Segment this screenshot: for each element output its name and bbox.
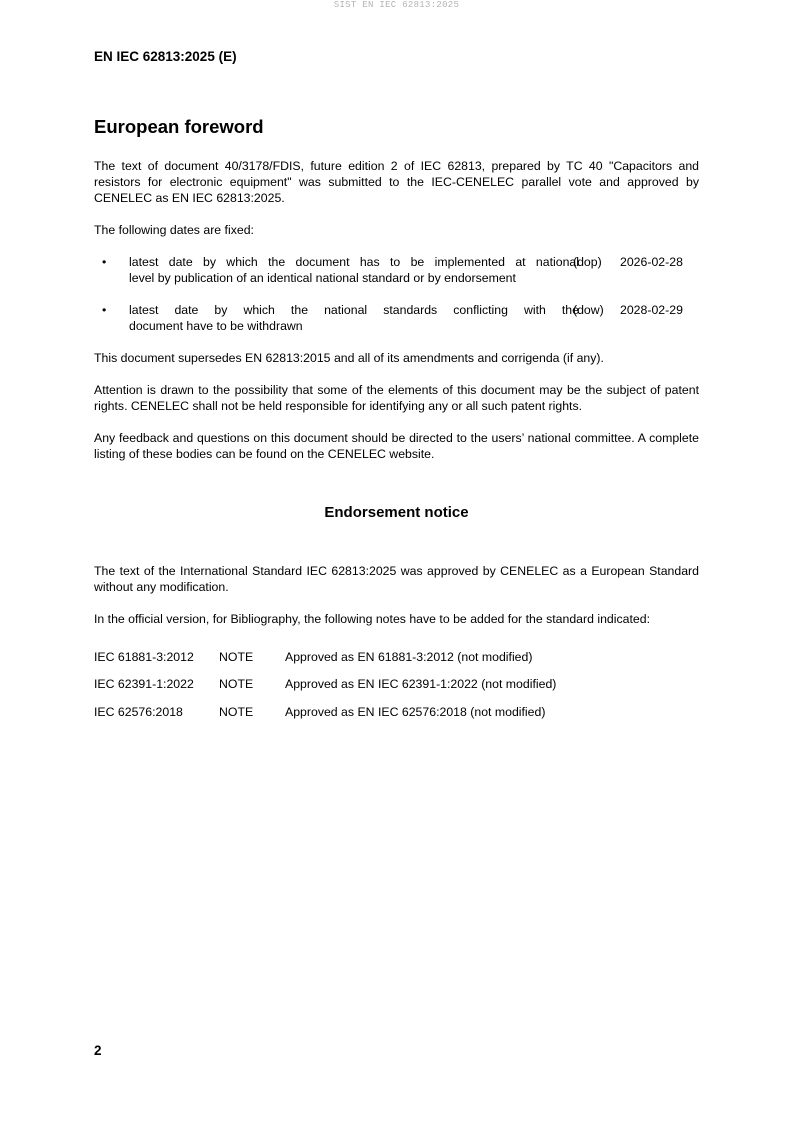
bibliography-intro: In the official version, for Bibliography, the following notes have to be added for the standard indicated:: [94, 612, 650, 626]
endorsement-heading: Endorsement notice: [324, 504, 469, 521]
dates-intro: The following dates are fixed:: [94, 223, 254, 237]
date-item-description: [129, 254, 579, 286]
note-standard: IEC 61881-3:2012: [94, 650, 194, 664]
page-number: 2: [94, 1043, 102, 1058]
date-item-line2: document have to be withdrawn: [129, 319, 303, 333]
feedback-paragraph: Any feedback and questions on this document should be directed to the users’ national committee. A complete listing of these bodies can be found on the CENELEC website.: [94, 431, 699, 461]
date-item-line2: level by publication of an identical national standard or by endorsement: [129, 271, 516, 285]
date-item-description: [129, 302, 579, 334]
endorsement-paragraph: The text of the International Standard IEC 62813:2025 was approved by CENELEC as a European Standard without any modification.: [94, 564, 699, 594]
bullet-icon: •: [102, 255, 107, 269]
supersedes-paragraph: This document supersedes EN 62813:2015 and all of its amendments and corrigenda (if any).: [94, 351, 604, 365]
note-kind: NOTE: [219, 705, 254, 719]
date-value: 2026-02-28: [620, 255, 683, 269]
note-text: Approved as EN IEC 62576:2018 (not modified): [285, 705, 546, 719]
document-id: EN IEC 62813:2025 (E): [94, 49, 237, 64]
note-text: Approved as EN 61881-3:2012 (not modified): [285, 650, 533, 664]
note-kind: NOTE: [219, 677, 254, 691]
foreword-intro-paragraph: The text of document 40/3178/FDIS, future edition 2 of IEC 62813, prepared by TC 40 "Capacitors and resistors for electronic equipment" was submitted to the IEC-CENELEC parallel vote and approved by CENELEC as EN IEC 62813:2025.: [94, 159, 699, 205]
note-standard: IEC 62391-1:2022: [94, 677, 194, 691]
date-item-line1: latest date by which the national standards conflicting with the: [129, 303, 579, 317]
date-item-line1: latest date by which the document has to be implemented at national: [129, 255, 579, 269]
foreword-heading: European foreword: [94, 116, 264, 137]
note-kind: NOTE: [219, 650, 254, 664]
patent-paragraph: Attention is drawn to the possibility that some of the elements of this document may be the subject of patent rights. CENELEC shall not be held responsible for identifying any or all such patent rights.: [94, 383, 699, 413]
note-standard: IEC 62576:2018: [94, 705, 183, 719]
date-code: (dop): [573, 255, 602, 269]
bullet-icon: •: [102, 303, 107, 317]
watermark: SIST EN IEC 62813:2025: [333, 0, 460, 10]
date-code: (dow): [573, 303, 604, 317]
date-value: 2028-02-29: [620, 303, 683, 317]
note-text: Approved as EN IEC 62391-1:2022 (not modified): [285, 677, 557, 691]
